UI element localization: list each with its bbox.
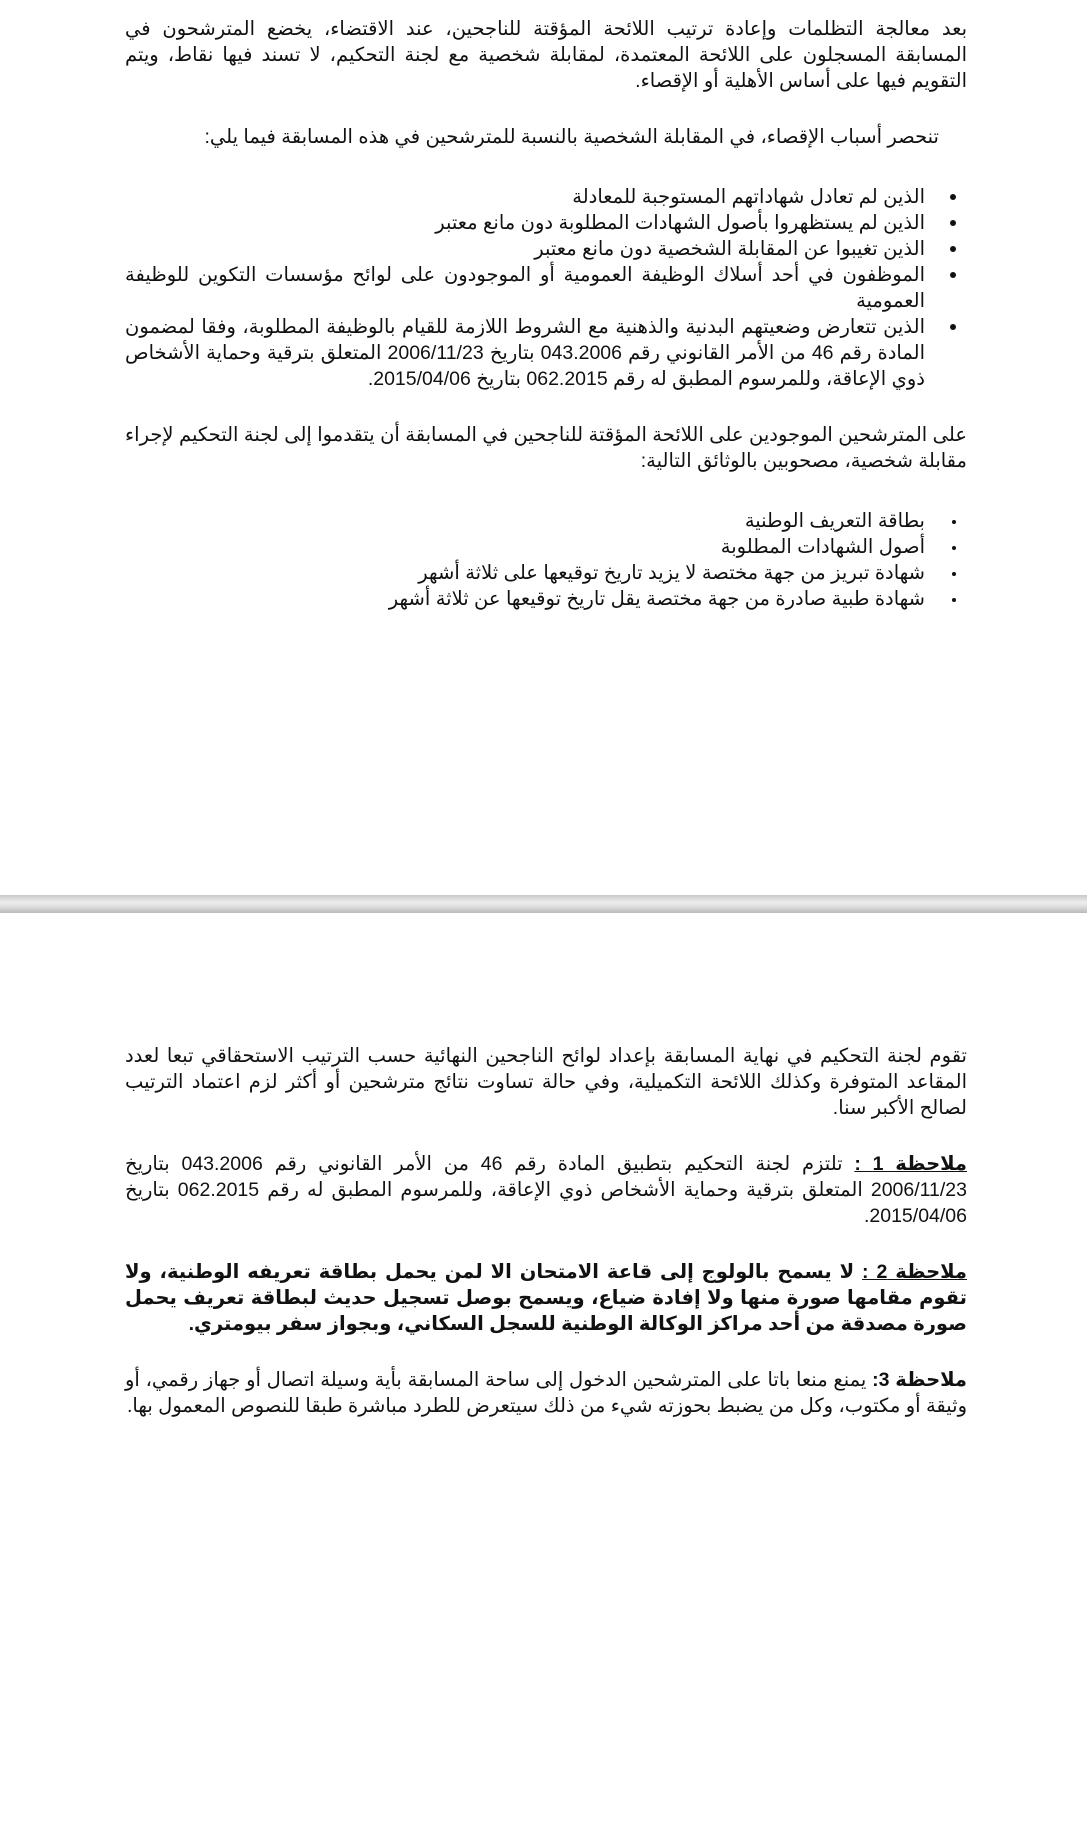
interview-intro-paragraph: بعد معالجة التظلمات وإعادة ترتيب اللائحة المؤقتة للناجحين، عند الاقتضاء، يخضع المترشحون في المسابقة المسجلون على اللائحة المعتمدة، لمقابلة شخصية مع لجنة التحكيم، لا تسند فيها نقاط، ويتم التقويم فيها على أساس الأهلية أو الإقصاء. <box>125 18 967 92</box>
note-1-paragraph <box>125 1151 967 1229</box>
exclusion-intro-paragraph: تنحصر أسباب الإقصاء، في المقابلة الشخصية بالنسبة للمترشحين في هذه المسابقة فيما يلي: <box>204 126 939 148</box>
exclusion-reasons-list <box>125 184 967 392</box>
note-3-paragraph <box>125 1367 967 1419</box>
note-2-label: ملاحظة 2 : <box>862 1261 967 1283</box>
note-3-text: يمنع منعا باتا على المترشحين الدخول إلى ساحة المسابقة بأية وسيلة اتصال أو جهاز رقمي، أو وثيقة أو مكتوب، وكل من يضبط بحوزته شيء من ذلك سيتعرض للطرد مباشرة طبقا للنصوص المعمول بها. <box>125 1369 967 1417</box>
document-page-1 <box>0 0 1087 895</box>
list-item: بطاقة التعريف الوطنية <box>125 508 925 534</box>
page-2-content <box>125 1043 967 1419</box>
note-2-text: لا يسمح بالولوج إلى قاعة الامتحان الا لمن يحمل بطاقة تعريفه الوطنية، ولا تقوم مقامها صورة منها ولا إفادة ضياع، ويسمح بوصل تسجيل حديث لبطاقة تعريف يحمل صورة مصدقة من أحد مراكز الوكالة الوطنية للسجل السكاني، وبجواز سفر بيومتري. <box>125 1261 967 1335</box>
required-documents-list <box>125 508 967 612</box>
list-item: الذين لم تعادل شهاداتهم المستوجبة للمعادلة <box>125 184 925 210</box>
list-item: شهادة طبية صادرة من جهة مختصة يقل تاريخ توقيعها عن ثلاثة أشهر <box>125 586 925 612</box>
documents-intro-paragraph: على المترشحين الموجودين على اللائحة المؤقتة للناجحين في المسابقة أن يتقدموا إلى لجنة التحكيم لإجراء مقابلة شخصية، مصحوبين بالوثائق التالية: <box>125 424 967 472</box>
final-lists-paragraph: تقوم لجنة التحكيم في نهاية المسابقة بإعداد لوائح الناجحين النهائية حسب الترتيب الاستحقاقي تبعا لعدد المقاعد المتوفرة وكذلك اللائحة التكميلية، وفي حالة تساوت نتائج مترشحين أو أكثر لزم اعتماد الترتيب لصالح الأكبر سنا. <box>125 1045 967 1119</box>
list-item: الذين تتعارض وضعيتهم البدنية والذهنية مع الشروط اللازمة للقيام بالوظيفة المطلوبة، وفقا لمضمون المادة رقم 46 من الأمر القانوني رقم 043.2006 بتاريخ 2006/11/23 المتعلق بترقية وحماية الأشخاص ذوي الإعاقة، وللمرسوم المطبق له رقم 062.2015 بتاريخ 2015/04/06. <box>125 316 926 390</box>
document-page-2 <box>0 913 1087 1846</box>
note-1-text: تلتزم لجنة التحكيم بتطبيق المادة رقم 46 من الأمر القانوني رقم 043.2006 بتاريخ 2006/11/23 المتعلق بترقية وحماية الأشخاص ذوي الإعاقة، وللمرسوم المطبق له رقم 062.2015 بتاريخ 2015/04/06. <box>125 1153 967 1227</box>
note-1-label: ملاحظة 1 : <box>854 1153 968 1175</box>
note-2-paragraph <box>125 1259 967 1337</box>
note-3-label: ملاحظة 3: <box>872 1369 967 1391</box>
list-item: الذين لم يستظهروا بأصول الشهادات المطلوبة دون مانع معتبر <box>125 210 925 236</box>
list-item: الذين تغيبوا عن المقابلة الشخصية دون مانع معتبر <box>125 236 925 262</box>
list-item: الموظفون في أحد أسلاك الوظيفة العمومية أو الموجودون على لوائح مؤسسات التكوين للوظيفة العمومية <box>125 264 925 312</box>
list-item: شهادة تبريز من جهة مختصة لا يزيد تاريخ توقيعها على ثلاثة أشهر <box>125 560 925 586</box>
page-1-content <box>125 16 967 612</box>
list-item: أصول الشهادات المطلوبة <box>125 534 925 560</box>
page-separator <box>0 895 1087 913</box>
